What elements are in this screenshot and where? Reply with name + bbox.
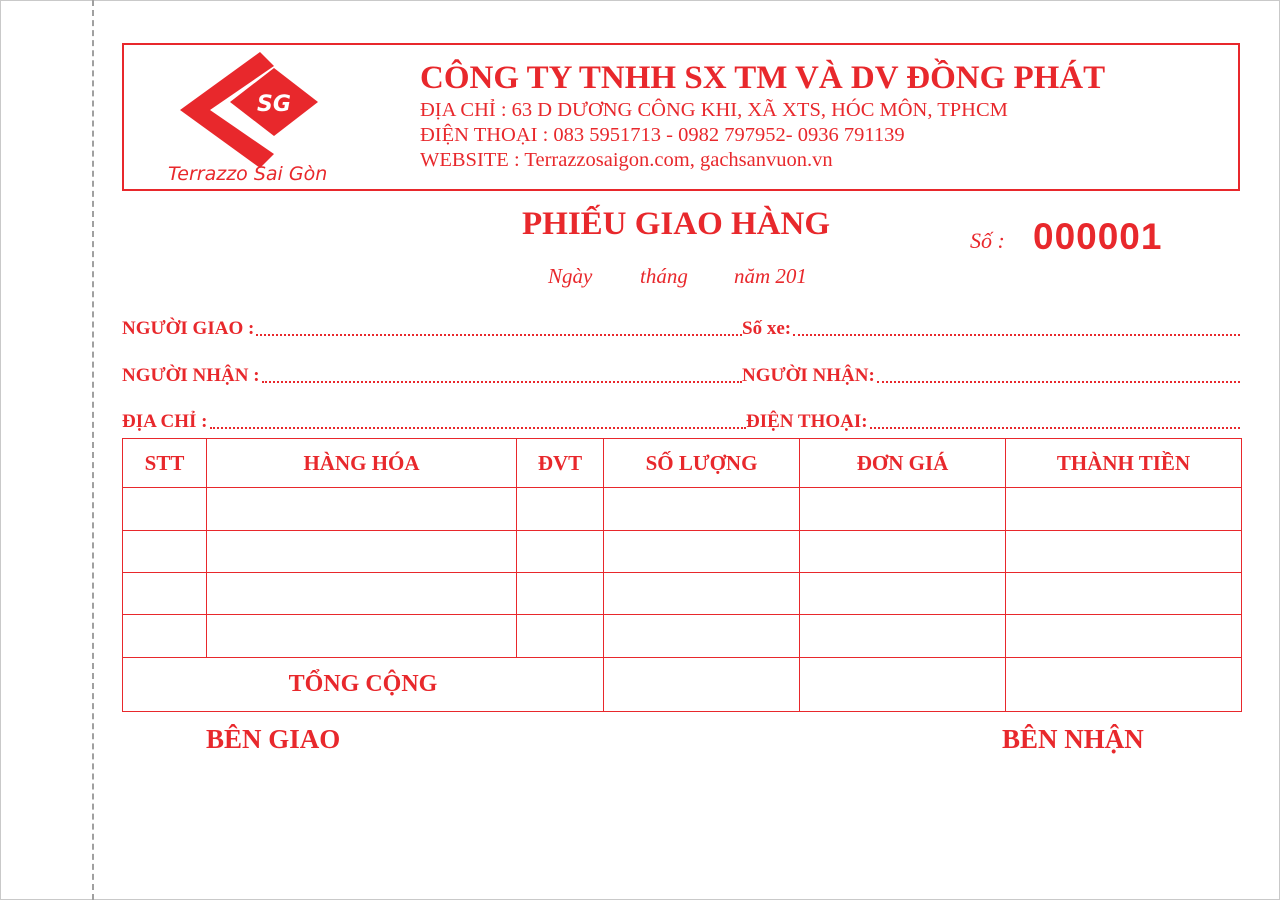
header-goods: HÀNG HÓA [207, 439, 517, 488]
date-month: tháng [640, 264, 688, 288]
header-amount: THÀNH TIỀN [1006, 439, 1242, 488]
field-row-deliverer [122, 316, 1240, 340]
receiver-right-field[interactable] [742, 363, 1240, 387]
address-field[interactable] [122, 409, 746, 433]
company-name: CÔNG TY TNHH SX TM VÀ DV ĐỒNG PHÁT [420, 60, 1106, 96]
table-cell[interactable] [1006, 530, 1242, 572]
table-cell[interactable] [123, 615, 207, 657]
receiver-right-label: NGƯỜI NHẬN: [742, 365, 875, 386]
receiver-field[interactable] [122, 363, 742, 387]
logo-caption: Terrazzo Sai Gòn [168, 163, 328, 185]
vehicle-label: Số xe: [742, 318, 792, 339]
table-cell[interactable] [207, 615, 517, 657]
serial-label: Số : [970, 228, 1005, 253]
table-cell[interactable] [123, 572, 207, 614]
document-title: PHIẾU GIAO HÀNG [522, 206, 831, 242]
address-dotted-line [210, 427, 746, 429]
deliverer-label: NGƯỜI GIAO : [122, 318, 255, 339]
table-cell[interactable] [800, 615, 1006, 657]
address-label: ĐỊA CHỈ : [122, 411, 208, 432]
table-row [123, 488, 1242, 530]
table-cell[interactable] [123, 488, 207, 530]
logo-monogram: SG [257, 92, 291, 117]
table-row [123, 530, 1242, 572]
vehicle-field[interactable] [742, 316, 1240, 340]
total-label: TỔNG CỘNG [123, 657, 604, 711]
table-cell[interactable] [207, 488, 517, 530]
header-stt: STT [123, 439, 207, 488]
total-unit-price-cell[interactable] [800, 657, 1006, 711]
header-unit-price: ĐƠN GIÁ [800, 439, 1006, 488]
table-cell[interactable] [207, 530, 517, 572]
table-cell[interactable] [800, 488, 1006, 530]
table-cell[interactable] [123, 530, 207, 572]
phone-dotted-line [870, 427, 1240, 429]
company-phone: ĐIỆN THOẠI : 083 5951713 - 0982 797952- 0936 791139 [420, 124, 905, 146]
table-row [123, 572, 1242, 614]
total-row [123, 657, 1242, 711]
table-row [123, 615, 1242, 657]
total-quantity-cell[interactable] [604, 657, 800, 711]
date-year: năm 201 [734, 264, 807, 288]
table-cell[interactable] [800, 572, 1006, 614]
table-cell[interactable] [800, 530, 1006, 572]
company-website: WEBSITE : Terrazzosaigon.com, gachsanvuon.vn [420, 149, 833, 171]
table-cell[interactable] [1006, 572, 1242, 614]
table-cell[interactable] [604, 572, 800, 614]
table-cell[interactable] [517, 530, 604, 572]
field-row-address [122, 409, 1240, 433]
phone-field[interactable] [746, 409, 1240, 433]
deliverer-dotted-line [256, 334, 742, 336]
perforation-line [92, 0, 94, 900]
total-amount-cell[interactable] [1006, 657, 1242, 711]
header-unit: ĐVT [517, 439, 604, 488]
header-quantity: SỐ LƯỢNG [604, 439, 800, 488]
table-cell[interactable] [517, 615, 604, 657]
signature-receiver: BÊN NHẬN [1002, 724, 1144, 754]
receiver-dotted-line [262, 381, 742, 383]
signature-deliverer: BÊN GIAO [206, 724, 341, 754]
table-cell[interactable] [517, 488, 604, 530]
serial-number: 000001 [1033, 216, 1163, 257]
date-day: Ngày [548, 264, 593, 288]
table-cell[interactable] [1006, 615, 1242, 657]
table-cell[interactable] [1006, 488, 1242, 530]
table-cell[interactable] [604, 488, 800, 530]
table-cell[interactable] [207, 572, 517, 614]
company-address: ĐỊA CHỈ : 63 D DƯƠNG CÔNG KHI, XÃ XTS, HÓC MÔN, TPHCM [420, 99, 1008, 121]
phone-label: ĐIỆN THOẠI: [746, 411, 868, 432]
table-header-row [123, 439, 1242, 488]
table-cell[interactable] [517, 572, 604, 614]
company-info [420, 58, 1105, 173]
items-table [122, 438, 1242, 712]
receiver-right-dotted-line [877, 381, 1240, 383]
receiver-label: NGƯỜI NHẬN : [122, 365, 260, 386]
vehicle-dotted-line [793, 334, 1240, 336]
table-cell[interactable] [604, 530, 800, 572]
deliverer-field[interactable] [122, 316, 742, 340]
field-row-receiver [122, 363, 1240, 387]
table-cell[interactable] [604, 615, 800, 657]
